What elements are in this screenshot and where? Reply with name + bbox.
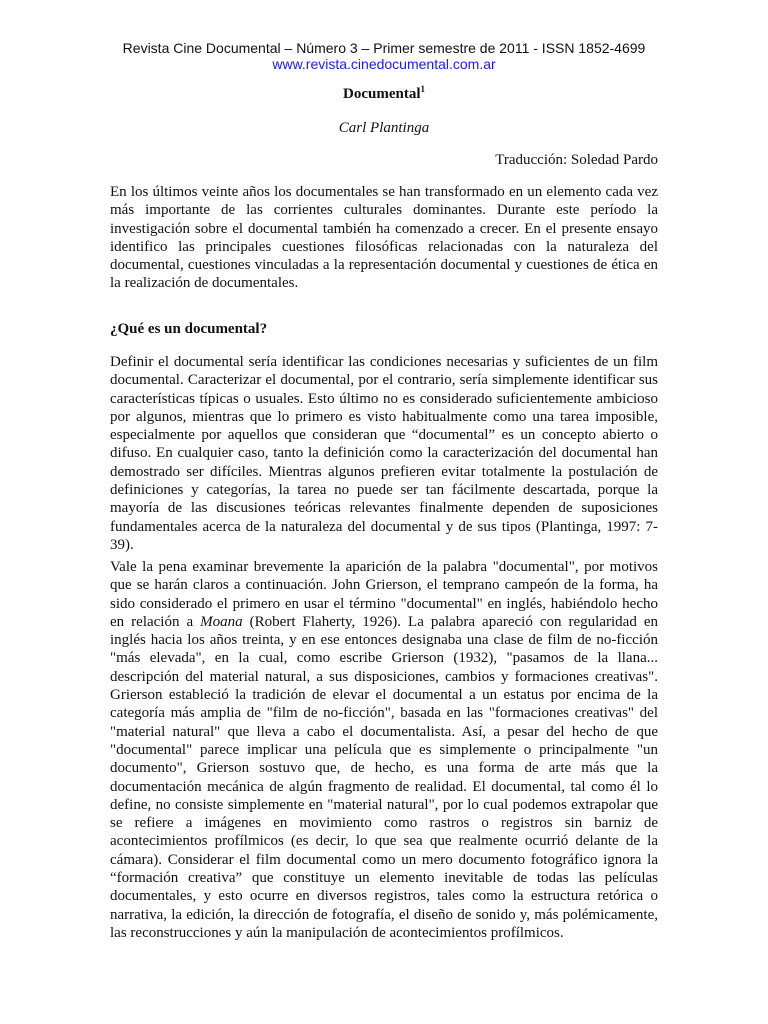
article-author: Carl Plantinga — [338, 120, 430, 136]
article-translator: Traducción: Soledad Pardo — [495, 152, 658, 168]
journal-url-link[interactable]: www.revista.cinedocumental.com.ar — [272, 56, 496, 72]
article-title-text: Documental — [343, 86, 421, 102]
journal-citation: Revista Cine Documental – Número 3 – Primer semestre de 2011 - ISSN 1852-4699 — [122, 40, 646, 56]
article-title — [0, 84, 768, 103]
intro-paragraph: En los últimos veinte años los documentales se han transformado en un elemento cada vez más importante de las corrientes culturales dominantes. Durante este período la investigación sobre el documental también ha comenzado a crecer. En el presente ensayo identifico las principales cuestiones filosóficas relacionadas con la naturaleza del documental, cuestiones vinculadas a la representación documental y cuestiones de ética en la realización de documentales. — [110, 184, 658, 292]
grierson-text-part-2: (Robert Flaherty, 1926). La palabra apareció con regularidad en inglés hacia los años treinta, y en ese entonces designaba una clase de film de no-ficción "más elevada", en la cual, como escribe Grierson (1932), "pasamos de la llana... descripción del material natural, a sus disposiciones, cambios y formaciones creativas". Grierson estableció la tradición de elevar el documental a un estatus por encima de la categoría más amplia de "film de no-ficción", basada en las "formaciones creativas" del "material natural" que lleva a cabo el documentalista. Así, a pesar del hecho de que "documental" parece implicar una película que es simplemente o principalmente "un documento", Grierson sostuvo que, de hecho, es una forma de arte más que la documentación mecánica de algún fragmento de realidad. El documental, tal como él lo define, no consiste simplemente en "material natural", por lo cual podemos extrapolar que se refiere a imágenes en movimiento como rastros o registros sin barniz de acontecimientos profílmicos (es decir, lo que sea que realmente ocurrió delante de la cámara). Considerar el film documental como un mero documento fotográfico ignora la “formación creativa” que constituye un elemento inevitable de todas las películas documentales, y esto ocurre en diversos registros, tales como la estructura retórica o narrativa, la edición, la dirección de fotografía, el diseño de sonido y, más polémicamente, las reconstrucciones y aún la manipulación de acontecimientos profílmicos. — [110, 613, 658, 941]
section-heading: ¿Qué es un documental? — [110, 321, 268, 337]
journal-header — [0, 40, 768, 72]
footnote-mark: 1 — [420, 84, 425, 94]
film-title-moana: Moana — [200, 613, 243, 630]
grierson-paragraph — [110, 558, 658, 942]
definition-paragraph: Definir el documental sería identificar las condiciones necesarias y suficientes de un film documental. Caracterizar el documental, por el contrario, sería simplemente identificar sus características típicas o usuales. Esto último no es considerado suficientemente ambicioso por algunos, mientras que lo primero es visto habitualmente como una tarea imposible, especialmente por aquellos que consideran que “documental” es un concepto abierto o difuso. En cualquier caso, tanto la definición como la caracterización del documental han demostrado ser difíciles. Mientras algunos prefieren evitar totalmente la postulación de definiciones y categorías, la tarea no puede ser tan fácilmente descartada, porque la mayoría de las discusiones teóricas relevantes finalmente dependen de suposiciones fundamentales acerca de la naturaleza del documental y de sus tipos (Plantinga, 1997: 7-39). — [110, 354, 658, 553]
grierson-text-part-1: Vale la pena examinar brevemente la aparición de la palabra "documental", por motivos que se harán claros a continuación. John Grierson, el temprano campeón de la forma, ha sido considerado el primero en usar el término "documental" en inglés, habiéndolo hecho en relación a — [110, 559, 658, 630]
